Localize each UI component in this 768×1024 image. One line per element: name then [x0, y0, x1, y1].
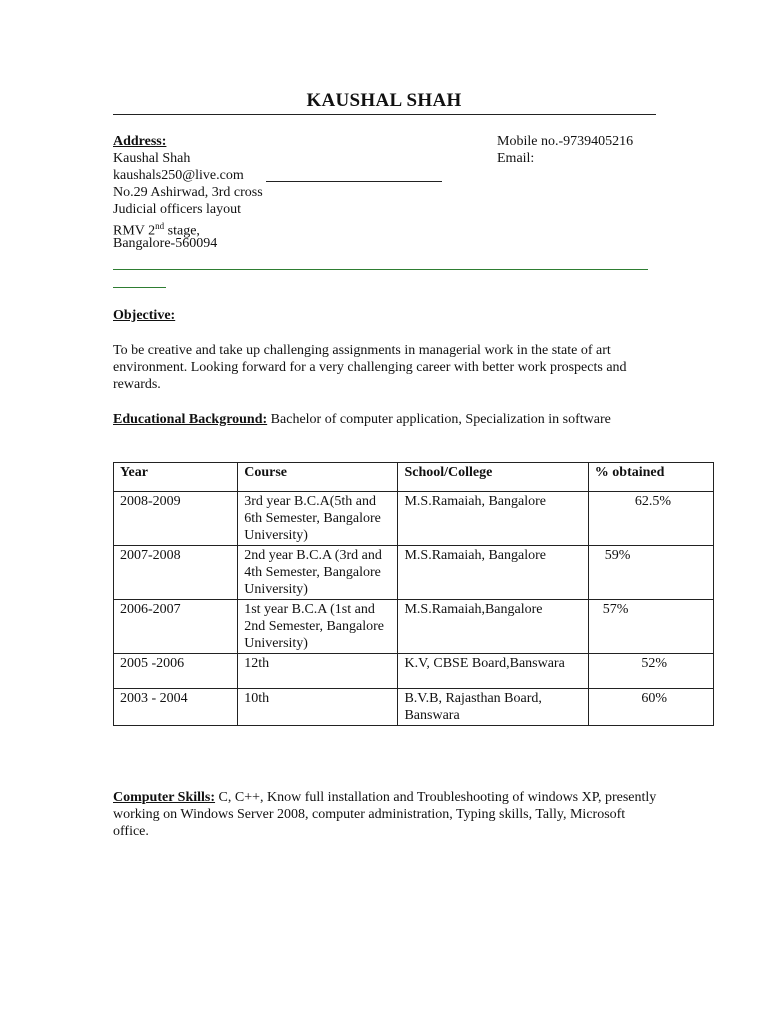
resume-name: KAUSHAL SHAH [306, 90, 462, 111]
table-row [114, 600, 714, 654]
table-row [114, 654, 714, 689]
cell-year: 2003 - 2004 [114, 689, 238, 726]
address-label: Address: [113, 134, 167, 149]
cell-course: 12th [238, 654, 398, 689]
cell-school: M.S.Ramaiah, Bangalore [398, 492, 588, 546]
section-divider-short [113, 287, 166, 288]
cell-percent: 60% [588, 689, 713, 726]
address-street: No.29 Ashirwad, 3rd cross [113, 185, 263, 200]
table-row [114, 546, 714, 600]
cell-course: 2nd year B.C.A (3rd and 4th Semester, Bangalore University) [238, 546, 398, 600]
email-address: kaushals250@live.com [113, 168, 244, 183]
cell-course: 1st year B.C.A (1st and 2nd Semester, Bangalore University) [238, 600, 398, 654]
objective-text: To be creative and take up challenging assignments in managerial work in the state of art environment. Looking forward for a very challenging career with better work prospects and rewards. [113, 343, 627, 392]
education-table [113, 462, 714, 726]
table-header-row [114, 463, 714, 492]
cell-percent: 62.5% [588, 492, 713, 546]
address-stage: RMV 2nd stage, [113, 221, 200, 239]
cell-school: M.S.Ramaiah,Bangalore [398, 600, 588, 654]
computer-skills: Computer Skills: C, C++, Know full installation and Troubleshooting of windows XP, presently working on Windows Server 2008, computer administration, Typing skills, Tally, Microsoft office. [113, 790, 657, 839]
address-layout: Judicial officers layout [113, 202, 242, 217]
header-school: School/College [398, 463, 588, 492]
cell-school: K.V, CBSE Board,Banswara [398, 654, 588, 689]
address-city: Bangalore-560094 [113, 236, 218, 251]
cell-school: B.V.B, Rajasthan Board, Banswara [398, 689, 588, 726]
cell-percent: 57% [588, 600, 713, 654]
section-divider [113, 269, 648, 270]
header-year: Year [114, 463, 238, 492]
table-row [114, 689, 714, 726]
title-underline [113, 114, 656, 115]
address-name: Kaushal Shah [113, 151, 191, 166]
education-heading: Educational Background: Bachelor of computer application, Specialization in software [113, 412, 611, 427]
table-row [114, 492, 714, 546]
cell-year: 2007-2008 [114, 546, 238, 600]
header-course: Course [238, 463, 398, 492]
cell-course: 10th [238, 689, 398, 726]
email-label: Email: [497, 151, 535, 166]
email-blank-line [266, 181, 442, 182]
objective-heading: Objective: [113, 308, 176, 323]
cell-year: 2006-2007 [114, 600, 238, 654]
cell-school: M.S.Ramaiah, Bangalore [398, 546, 588, 600]
cell-percent: 59% [588, 546, 713, 600]
cell-percent: 52% [588, 654, 713, 689]
cell-year: 2005 -2006 [114, 654, 238, 689]
mobile-number: Mobile no.-9739405216 [497, 134, 634, 149]
cell-year: 2008-2009 [114, 492, 238, 546]
header-percent: % obtained [588, 463, 713, 492]
cell-course: 3rd year B.C.A(5th and 6th Semester, Bangalore University) [238, 492, 398, 546]
